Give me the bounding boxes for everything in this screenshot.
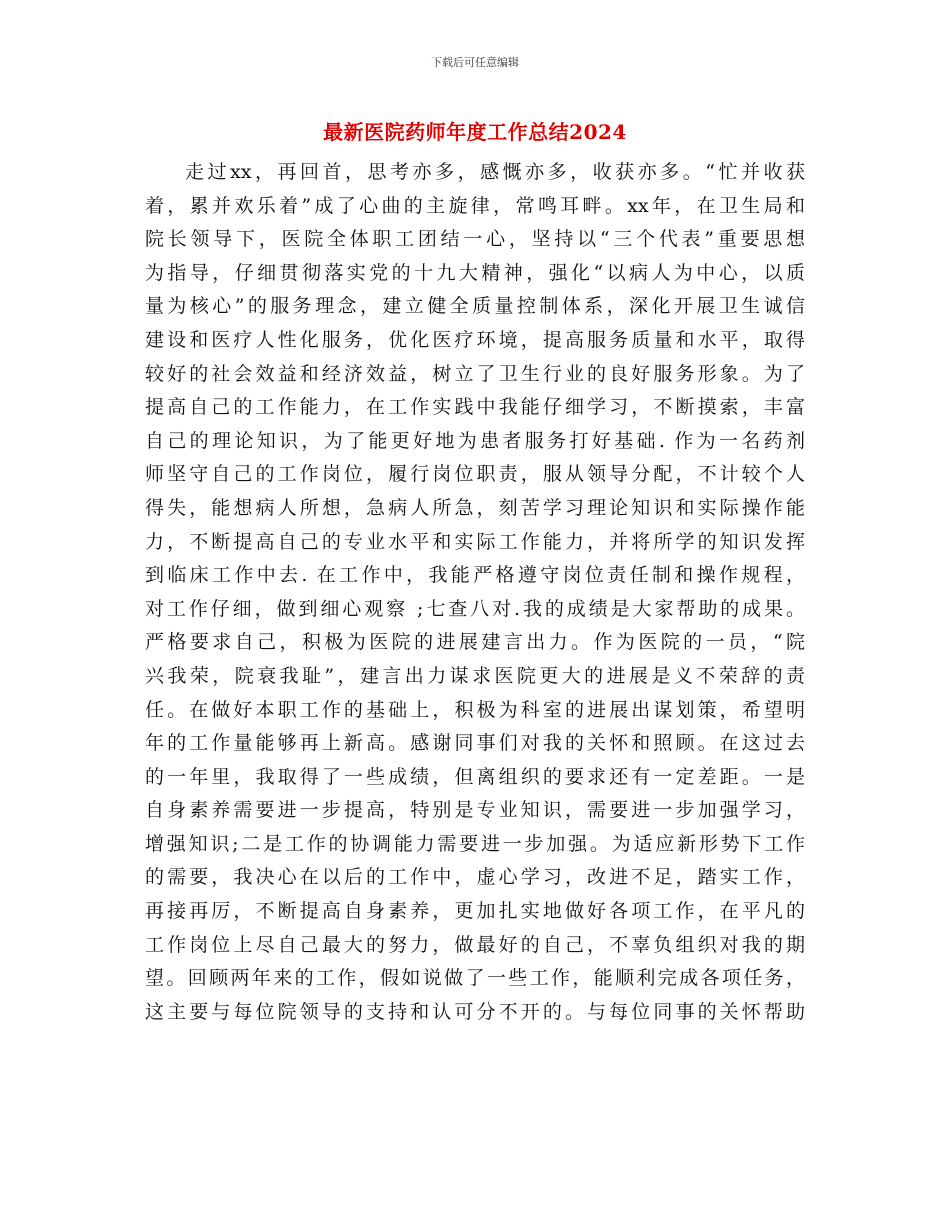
body-line: 增强知识;二是工作的协调能力需要进一步加强。为适应新形势下工作	[145, 832, 805, 855]
body-line: 量为核心”的服务理念，建立健全质量控制体系，深化开展卫生诚信	[145, 295, 805, 318]
body-line: 严格要求自己，积极为医院的进展建言出力。作为医院的一员，“院	[145, 631, 805, 654]
body-line: 对工作仔细，做到细心观察 ;七查八对.我的成绩是大家帮助的成果。	[145, 597, 805, 620]
body-line: 工作岗位上尽自己最大的努力，做最好的自己，不辜负组织对我的期	[145, 933, 805, 956]
body-line: 力，不断提高自己的专业水平和实际工作能力，并将所学的知识发挥	[145, 530, 805, 553]
body-line: 年的工作量能够再上新高。感谢同事们对我的关怀和照顾。在这过去	[145, 732, 805, 755]
body-line: 望。回顾两年来的工作，假如说做了一些工作，能顺利完成各项任务，	[145, 967, 805, 990]
body-line: 建设和医疗人性化服务，优化医疗环境，提高服务质量和水平，取得	[145, 328, 805, 351]
body-line: 自己的理论知识，为了能更好地为患者服务打好基础. 作为一名药剂	[145, 429, 805, 452]
body-line: 的需要，我决心在以后的工作中，虚心学习，改进不足，踏实工作，	[145, 866, 805, 889]
body-line: 这主要与每位院领导的支持和认可分不开的。与每位同事的关怀帮助	[145, 1000, 805, 1023]
body-line: 兴我荣，院衰我耻”，建言出力谋求医院更大的进展是义不荣辞的责	[145, 664, 805, 687]
body-line: 得失，能想病人所想，急病人所急，刻苦学习理论知识和实际操作能	[145, 496, 805, 519]
body-line: 任。在做好本职工作的基础上，积极为科室的进展出谋划策，希望明	[145, 698, 805, 721]
body-line: 的一年里，我取得了一些成绩，但离组织的要求还有一定差距。一是	[145, 765, 805, 788]
page-header-note: 下载后可任意编辑	[431, 56, 519, 69]
body-line: 到临床工作中去. 在工作中，我能严格遵守岗位责任制和操作规程，	[145, 564, 805, 587]
document-body	[145, 156, 805, 1029]
body-line: 走过xx，再回首，思考亦多，感慨亦多，收获亦多。“忙并收获	[185, 161, 805, 183]
body-line: 再接再厉，不断提高自身素养，更加扎实地做好各项工作，在平凡的	[145, 900, 805, 923]
body-line: 为指导，仔细贯彻落实党的十九大精神，强化“以病人为中心，以质	[145, 261, 805, 284]
document-title: 最新医院药师年度工作总结2024	[323, 120, 627, 144]
body-line: 院长领导下，医院全体职工团结一心，坚持以“三个代表”重要思想	[145, 228, 805, 251]
body-line: 提高自己的工作能力，在工作实践中我能仔细学习，不断摸索，丰富	[145, 396, 805, 419]
body-line: 较好的社会效益和经济效益，树立了卫生行业的良好服务形象。为了	[145, 362, 805, 385]
body-line: 自身素养需要进一步提高，特别是专业知识，需要进一步加强学习，	[145, 799, 805, 822]
body-line: 着，累并欢乐着”成了心曲的主旋律，常鸣耳畔。xx年，在卫生局和	[145, 194, 805, 217]
body-line: 师坚守自己的工作岗位，履行岗位职责，服从领导分配，不计较个人	[145, 463, 805, 486]
